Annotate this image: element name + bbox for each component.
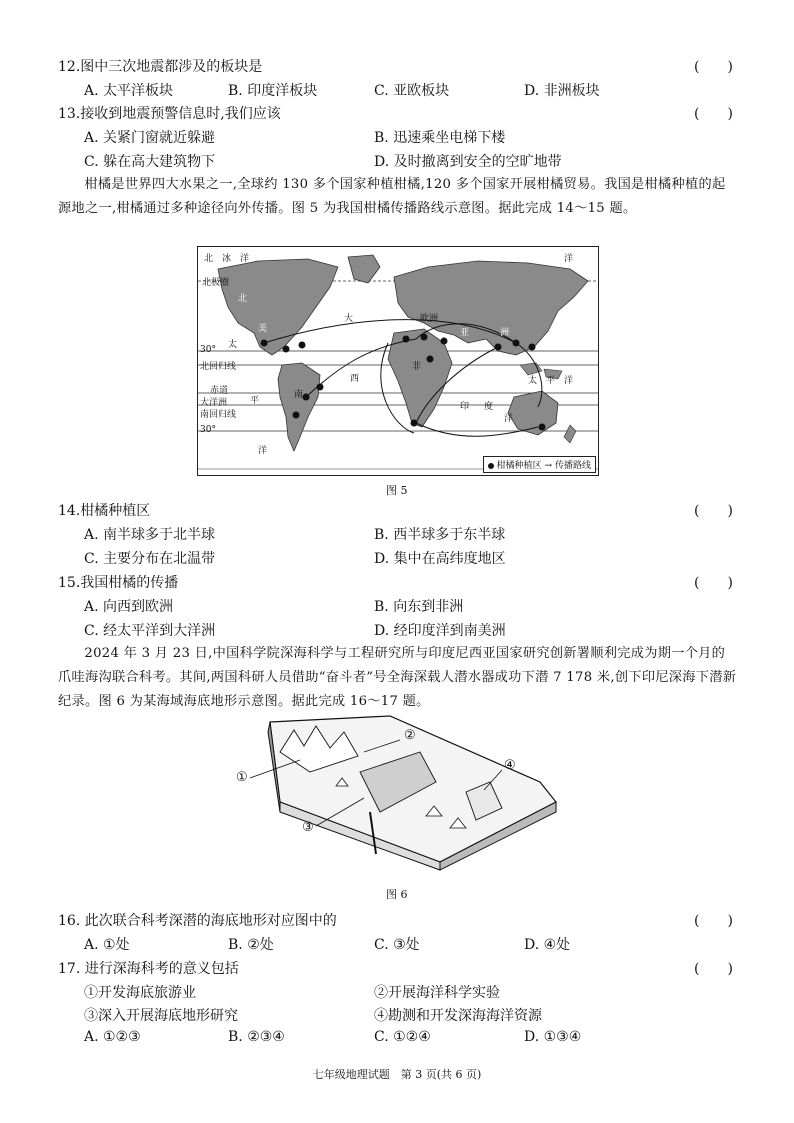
- q12-option-a: A. 太平洋板块: [84, 83, 174, 99]
- label-zhou: 洲: [500, 328, 510, 338]
- q17-item-4: ④勘测和开发深海海洋资源: [374, 1008, 542, 1024]
- label-30s: 30°: [200, 425, 216, 435]
- q15-answer-paren: ( ): [694, 575, 733, 591]
- label-3: ③: [302, 820, 314, 835]
- q14-option-c: C. 主要分布在北温带: [84, 551, 216, 567]
- label-ping: 平: [250, 396, 260, 406]
- label-europe: 欧洲: [420, 314, 439, 324]
- label-da: 大: [344, 314, 354, 324]
- q17-option-a: A. ①②③: [84, 1029, 141, 1045]
- q14-answer-paren: ( ): [694, 503, 733, 519]
- seafloor-diagram: [236, 712, 560, 872]
- q12-option-c: C. 亚欧板块: [374, 83, 450, 99]
- figure-6-caption: 图 6: [386, 888, 408, 901]
- world-map-drawing: [198, 247, 598, 475]
- q17-option-c: C. ①②④: [374, 1029, 431, 1045]
- passage-citrus: 柑橘是世界四大水果之一,全球约 130 多个国家种植柑橘,120 多个国家开展柑橘贸易。我国是柑橘种植的起源地之一,柑橘通过多种途径向外传播。图 5 为我国柑橘传播路线示意图。据此完成 14～15 题。: [58, 177, 726, 216]
- q17-option-d: D. ①③④: [524, 1029, 582, 1045]
- label-1: ①: [236, 770, 248, 785]
- q15-stem: 15.我国柑橘的传播: [58, 575, 179, 591]
- label-arctic-circle: 北极圈: [202, 278, 230, 288]
- q14-stem: 14.柑橘种植区: [58, 503, 151, 519]
- label-2: ②: [404, 728, 416, 743]
- label-yang2: 洋: [504, 414, 514, 424]
- q13-option-b: B. 迅速乘坐电梯下楼: [374, 130, 506, 146]
- label-30n: 30°: [200, 345, 216, 355]
- q17-option-b: B. ②③④: [228, 1029, 285, 1045]
- label-equator: 赤道: [210, 386, 229, 396]
- q15-option-d: D. 经印度洋到南美洲: [374, 623, 506, 639]
- label-asia: 亚: [460, 328, 470, 338]
- q17-item-1: ①开发海底旅游业: [84, 985, 196, 1001]
- q16-option-c: C. ③处: [374, 937, 420, 953]
- q15-option-b: B. 向东到非洲: [374, 599, 464, 615]
- label-du: 度: [484, 402, 494, 412]
- q13-answer-paren: ( ): [694, 106, 733, 122]
- label-xi: 西: [350, 374, 360, 384]
- label-oceania: 大洋洲: [200, 398, 228, 408]
- legend-route-label: 传播路线: [554, 461, 591, 471]
- label-tropic-cancer: 北回归线: [200, 362, 237, 372]
- q12-answer-paren: ( ): [694, 59, 733, 75]
- q16-option-b: B. ②处: [228, 937, 274, 953]
- q17-item-2: ②开展海洋科学实验: [374, 985, 500, 1001]
- figure-5-caption: 图 5: [386, 484, 408, 497]
- label-4: ④: [504, 758, 516, 773]
- q13-option-c: C. 躲在高大建筑物下: [84, 154, 216, 170]
- label-pacific: 太 平 洋: [528, 376, 574, 386]
- q16-option-d: D. ④处: [524, 937, 571, 953]
- q17-stem: 17. 进行深海科考的意义包括: [58, 961, 239, 977]
- q12-option-b: B. 印度洋板块: [228, 83, 318, 99]
- q14-option-d: D. 集中在高纬度地区: [374, 551, 506, 567]
- label-tropic-capricorn: 南回归线: [200, 410, 237, 420]
- label-arctic-ocean: 北 冰 洋: [204, 254, 250, 264]
- q16-stem: 16. 此次联合科考深潜的海底地形对应图中的: [58, 913, 337, 929]
- label-arctic-ocean-end: 洋: [564, 254, 574, 264]
- label-america: 美: [258, 324, 268, 334]
- label-fei: 非: [412, 362, 422, 372]
- arrow-right-icon: →: [544, 461, 553, 471]
- q13-option-d: D. 及时撤离到安全的空旷地带: [374, 154, 562, 170]
- q16-option-a: A. ①处: [84, 937, 130, 953]
- passage-deep-sea: 2024 年 3 月 23 日,中国科学院深海科学与工程研究所与印度尼西亚国家研究创新署顺利完成为期一个月的爪哇海沟联合科考。其间,两国科研人员借助“奋斗者”号全海深载人潜水器成功下潜 7 178 米,创下印尼深海下潜新纪录。图 6 为某海域海底地形示意图。据此完成 16～17 题。: [58, 646, 737, 709]
- q13-option-a: A. 关紧门窗就近躲避: [84, 130, 216, 146]
- label-yin: 印: [460, 402, 470, 412]
- q14-option-b: B. 西半球多于东半球: [374, 527, 506, 543]
- page-footer: 七年级地理试题 第 3 页(共 6 页): [312, 1068, 482, 1081]
- seafloor-block-drawing: [240, 712, 560, 872]
- q14-option-a: A. 南半球多于北半球: [84, 527, 216, 543]
- citrus-spread-map: [197, 246, 599, 476]
- q13-stem: 13.接收到地震预警信息时,我们应该: [58, 106, 281, 122]
- q17-item-3: ③深入开展海底地形研究: [84, 1008, 238, 1024]
- q12-option-d: D. 非洲板块: [524, 83, 600, 99]
- q17-answer-paren: ( ): [694, 961, 733, 977]
- legend-plant-label: 柑橘种植区: [496, 461, 542, 471]
- citrus-dot-icon: [488, 463, 494, 469]
- q12-stem: 12.图中三次地震都涉及的板块是: [58, 59, 263, 75]
- q15-option-a: A. 向西到欧洲: [84, 599, 174, 615]
- map-legend: [483, 456, 596, 473]
- label-tai: 太: [228, 340, 238, 350]
- label-south: 南: [294, 390, 304, 400]
- label-north: 北: [238, 294, 248, 304]
- label-yang: 洋: [258, 446, 268, 456]
- q15-option-c: C. 经太平洋到大洋洲: [84, 623, 216, 639]
- q16-answer-paren: ( ): [694, 913, 733, 929]
